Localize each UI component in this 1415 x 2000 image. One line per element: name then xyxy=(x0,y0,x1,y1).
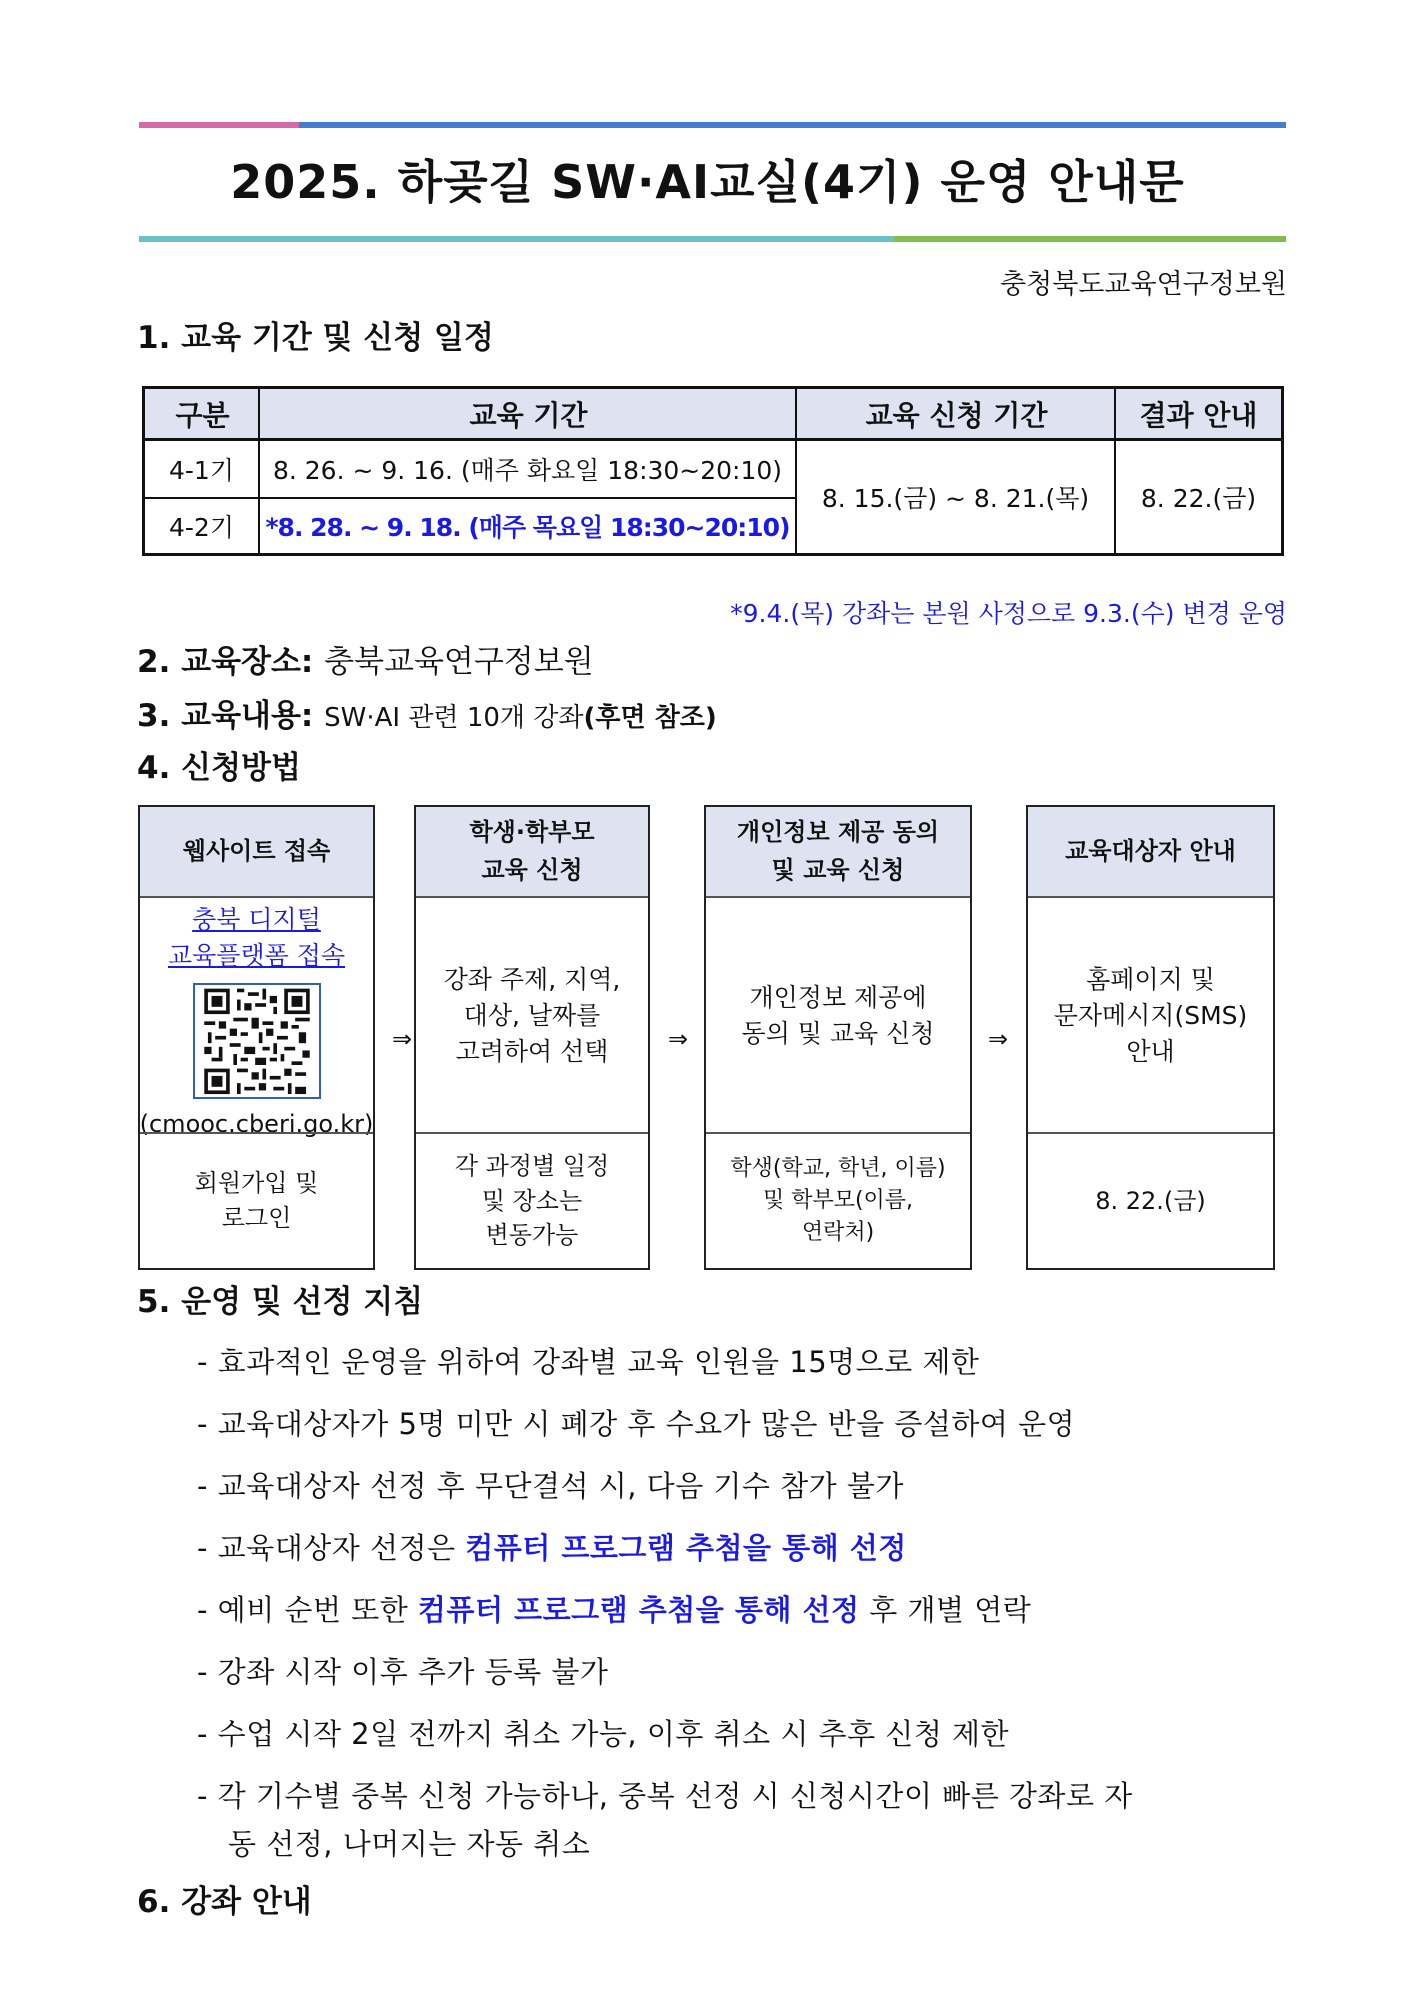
title-bottom-bar xyxy=(139,236,1286,242)
guideline-item: - 교육대상자가 5명 미만 시 폐강 후 수요가 많은 반을 증설하여 운영 xyxy=(197,1407,1076,1441)
section-3-value: SW·AI 관련 10개 강좌(후면 참조) xyxy=(324,703,717,733)
section-2-value: 충북교육연구정보원 xyxy=(324,644,594,680)
section-3-label: 3. 교육내용: xyxy=(137,698,314,734)
section-1-heading: 1. 교육 기간 및 신청 일정 xyxy=(137,320,494,356)
flow-arrow: ⇒ xyxy=(988,1025,1009,1053)
flow-arrow: ⇒ xyxy=(668,1025,689,1053)
flow-step-body: 개인정보 제공에 동의 및 교육 신청 xyxy=(741,982,935,1048)
schedule-row-term: 4-1기 xyxy=(169,456,234,485)
schedule-apply-period: 8. 15.(금) ~ 8. 21.(목) xyxy=(821,484,1090,513)
guideline-item-continued: 동 선정, 나머지는 자동 취소 xyxy=(228,1827,591,1861)
schedule-header-period: 교육 기간 xyxy=(260,389,797,441)
platform-url: (cmooc.cberi.go.kr) xyxy=(139,1110,374,1139)
guideline-item: - 교육대상자 선정 후 무단결석 시, 다음 기수 참가 불가 xyxy=(197,1469,904,1503)
title-top-bar xyxy=(139,122,1286,128)
schedule-note: *9.4.(목) 강좌는 본원 사정으로 9.3.(수) 변경 운영 xyxy=(730,599,1287,628)
flow-step-footer: 8. 22.(금) xyxy=(1028,1132,1273,1268)
flow-step-body: 홈페이지 및 문자메시지(SMS) 안내 xyxy=(1053,964,1248,1067)
flow-step-title: 개인정보 제공 동의 및 교육 신청 xyxy=(706,807,970,898)
guideline-item: - 각 기수별 중복 신청 가능하나, 중복 선정 시 신청시간이 빠른 강좌로 자 xyxy=(197,1779,1133,1813)
section-6-heading: 6. 강좌 안내 xyxy=(137,1884,312,1920)
flow-step-body xyxy=(140,896,373,1142)
flow-step-title: 교육대상자 안내 xyxy=(1028,807,1273,898)
guideline-item: - 강좌 시작 이후 추가 등록 불가 xyxy=(197,1655,609,1689)
flow-arrow: ⇒ xyxy=(392,1025,413,1053)
guideline-item: - 교육대상자 선정은 컴퓨터 프로그램 추첨을 통해 선정 xyxy=(197,1531,907,1565)
schedule-header-term: 구분 xyxy=(145,389,260,441)
organization-name: 충청북도교육연구정보원 xyxy=(1000,269,1287,300)
page-title: 2025. 하곶길 SW·AI교실(4기) 운영 안내문 xyxy=(230,155,1185,209)
guideline-item: - 효과적인 운영을 위하여 강좌별 교육 인원을 15명으로 제한 xyxy=(197,1345,980,1379)
flow-step-title: 웹사이트 접속 xyxy=(140,807,373,898)
flow-step-footer: 각 과정별 일정 및 장소는 변동가능 xyxy=(416,1132,648,1268)
guideline-item: - 수업 시작 2일 전까지 취소 가능, 이후 취소 시 추후 신청 제한 xyxy=(197,1717,1010,1751)
schedule-header-result: 결과 안내 xyxy=(1116,389,1281,441)
schedule-row-period: *8. 28. ~ 9. 18. (매주 목요일 18:30~20:10) xyxy=(265,513,790,542)
platform-link[interactable]: 충북 디지털 교육플랫폼 접속 xyxy=(168,905,345,971)
section-4-heading: 4. 신청방법 xyxy=(137,750,301,786)
section-3-heading xyxy=(137,690,717,735)
flow-step-title: 학생·학부모 교육 신청 xyxy=(416,807,648,898)
flow-step-body: 강좌 주제, 지역, 대상, 날짜를 고려하여 선택 xyxy=(443,964,621,1067)
flow-step-footer: 회원가입 및 로그인 xyxy=(140,1132,373,1268)
flow-step-footer: 학생(학교, 학년, 이름) 및 학부모(이름, 연락처) xyxy=(706,1132,970,1268)
qr-code-icon xyxy=(193,983,321,1100)
schedule-row-period: 8. 26. ~ 9. 16. (매주 화요일 18:30~20:10) xyxy=(272,456,783,485)
section-2-heading xyxy=(137,636,594,681)
section-5-heading: 5. 운영 및 선정 지침 xyxy=(137,1284,424,1320)
schedule-header-apply: 교육 신청 기간 xyxy=(797,389,1116,441)
flow-step-notice xyxy=(1026,805,1275,1270)
flow-step-website xyxy=(138,805,375,1270)
schedule-table xyxy=(142,386,1284,556)
flow-step-consent xyxy=(704,805,972,1270)
flow-step-apply xyxy=(414,805,650,1270)
guideline-item: - 예비 순번 또한 컴퓨터 프로그램 추첨을 통해 선정 후 개별 연락 xyxy=(197,1593,1032,1627)
schedule-row-term: 4-2기 xyxy=(169,513,234,542)
schedule-result-date: 8. 22.(금) xyxy=(1140,484,1257,513)
section-2-label: 2. 교육장소: xyxy=(137,644,314,680)
